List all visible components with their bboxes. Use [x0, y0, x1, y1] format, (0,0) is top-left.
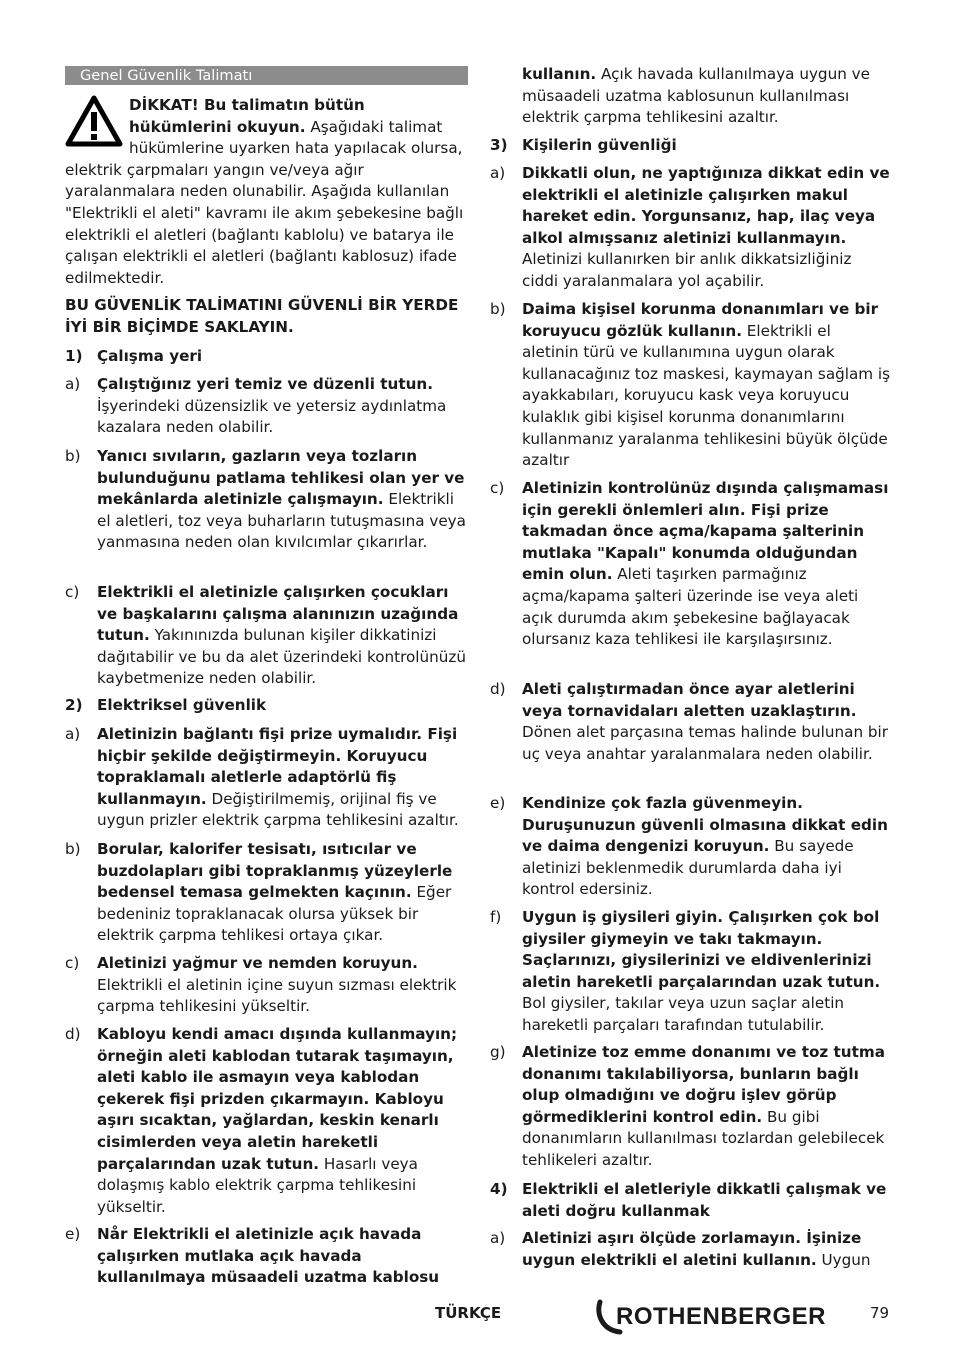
item-letter: b)	[65, 840, 81, 858]
heading-4	[490, 1179, 892, 1223]
item-text: Hasarlı veya dolaşmış kablo elektrik çarpma tehlikesini yükseltir.	[97, 1154, 418, 1216]
item-text: Aleti taşırken parmağınız açma/kapama şalteri üzerinde ise veya aleti açık durumda akım şebekesine bağlayacak olursanız kaza tehlikesi ile karşılaşırsınız.	[522, 565, 859, 649]
heading-3	[490, 135, 892, 157]
continued-text	[522, 64, 892, 129]
item-text: İşyerindeki düzensizlik ve yetersiz aydınlatma kazalara neden olabilir.	[97, 396, 447, 437]
heading-title: Elektriksel güvenlik	[97, 696, 267, 714]
item-bold: Kabloyu kendi amacı dışında kullanmayın; örneğin aleti kablodan tutarak taşımayın, aleti kablo ile asmayın veya kablodan çekerek fişi prizden çıkarmayın. Kabloyu aşırı sıcaktan, yağlardan, keskin kenarlı cisimlerden veya aletin hareketli parçalarından uzak tutun.	[97, 1025, 458, 1173]
item-text: Eğer bedeniniz topraklanacak olursa yüksek bir elektrik çarpma tehlikesi ortaya çıkar.	[97, 883, 452, 945]
item-text: Bu sayede aletinizi beklenmedik durumlarda daha iyi kontrol edersiniz.	[522, 837, 854, 899]
item-text: Uygun	[816, 1250, 871, 1269]
item-letter: a)	[490, 1229, 506, 1247]
item-bold: Når Elektrikli el aletinizle açık havada çalışırken mutlaka açık havada kullanılmaya müsaadeli uzatma kablosu	[97, 1225, 440, 1287]
item-letter: b)	[490, 300, 506, 318]
item-text: Elektrikli el aletleri, toz veya buharların tutuşmasına veya yanmasına neden olan kıvılcımlar çıkarırlar.	[97, 490, 466, 552]
item-letter: c)	[490, 479, 505, 497]
warning-text	[65, 95, 469, 289]
item-bold: Aletinizin bağlantı fişi prize uymalıdır. Fişi hiçbir şekilde değiştirmeyin. Koruyucu topraklamalı aletlerle adaptörlü fiş kullanmayın.	[97, 725, 458, 808]
footer-language: TÜRKÇE	[435, 1304, 502, 1322]
item-letter: c)	[65, 583, 80, 601]
page-number: 79	[870, 1304, 890, 1322]
heading-number: 1)	[65, 347, 83, 365]
item-bold-continued: kullanın.	[522, 65, 597, 83]
warning-body: Aşağıdaki talimat hükümlerine uyarken hata yapılacak olursa, elektrik çarpmaları yangın ve/veya ağır yaralanmalara neden olunabilir. Aşağıda kullanılan "Elektrikli el aleti" kavramı ile akım şebekesine bağlı elektrikli el aletleri (bağlantı kablolu) ve batarya ile çalışan elektrikli el aletleri (bağlantı kablosuz) ifade edilmektedir.	[65, 117, 464, 287]
item-text: Elektrikli el aletinin türü ve kullanımına uygun olarak kullanacağınız toz maskesi, kaymayan sağlam iş ayakkabıları, koruyucu kask veya koruyucu kulaklık gibi kişisel korunma donanımlarını kullanmanız yaralanma tehlikesini büyük ölçüde azaltır	[522, 321, 891, 470]
item-letter: a)	[65, 375, 81, 393]
section-header: Genel Güvenlik Talimatı	[65, 66, 468, 85]
heading-number: 3)	[490, 136, 508, 154]
item-bold: Çalıştığınız yeri temiz ve düzenli tutun.	[97, 375, 433, 393]
heading-title: Çalışma yeri	[97, 347, 203, 365]
heading-number: 2)	[65, 696, 83, 714]
item-bold: Aletinizin kontrolünüz dışında çalışmaması için gerekli önlemleri alın. Fişi prize takmadan önce açma/kapama şalterinin mutlaka "Kapalı" konumda olduğundan emin olun.	[522, 479, 889, 584]
item-text: Yakınınızda bulunan kişiler dikkatinizi dağıtabilir ve bu da alet üzerindeki kontrolünüzü kaybetmenize neden olabilir.	[97, 626, 467, 688]
item-text: Bol giysiler, takılar veya uzun saçlar aletin hareketli parçaları tarafından tutulabilir.	[522, 994, 845, 1034]
item-letter: d)	[490, 680, 506, 698]
item-text: Dönen alet parçasına temas halinde bulunan bir uç veya anahtar yaralanmalara neden olabilir.	[522, 723, 889, 763]
heading-2	[65, 695, 469, 717]
item-letter: e)	[490, 794, 506, 812]
item-letter: c)	[65, 954, 80, 972]
storage-note: BU GÜVENLİK TALİMATINI GÜVENLİ BİR YERDE İYİ BİR BİÇİMDE SAKLAYIN.	[65, 296, 459, 336]
heading-1	[65, 346, 469, 368]
heading-number: 4)	[490, 1180, 508, 1198]
item-bold: Aleti çalıştırmadan önce ayar aletlerini veya tornavidaları aletten uzaklaştırın.	[522, 680, 857, 720]
item-letter: b)	[65, 447, 81, 465]
item-bold: Kendinize çok fazla güvenmeyin. Duruşunuzun güvenli olmasına dikkat edin ve daima dengenizi koruyun.	[522, 794, 888, 856]
heading-title: Kişilerin güvenliği	[522, 136, 677, 154]
item-bold: Borular, kalorifer tesisatı, ısıtıcılar ve buzdolapları gibi topraklanmış yüzeylerle bedensel temasa gelmekten kaçının.	[97, 840, 453, 902]
item-letter: d)	[65, 1025, 81, 1043]
item-bold: Yanıcı sıvıların, gazların veya tozların bulunduğunu patlama tehlikesi olan yer ve mekânlarda aletinizle çalışmayın.	[97, 447, 465, 509]
warning-triangle-icon	[65, 95, 123, 147]
item-letter: g)	[490, 1043, 506, 1061]
item-letter: a)	[490, 164, 506, 182]
logo-text: ROTHENBERGER	[616, 1303, 827, 1330]
item-text: Elektrikli el aletinin içine suyun sızması elektrik çarpma tehlikesini yükseltir.	[97, 975, 457, 1016]
item-bold: Aletinizi aşırı ölçüde zorlamayın. İşinize uygun elektrikli el aletini kullanın.	[522, 1229, 862, 1269]
warning-bold: DİKKAT! Bu talimatın bütün hükümlerini okuyun.	[129, 96, 365, 136]
item-text: Bu gibi donanımların kullanılması tozlardan gelebilecek tehlikeleri azaltır.	[522, 1107, 885, 1169]
item-bold: Dikkatli olun, ne yaptığınıza dikkat edin ve elektrikli el aletinizle çalışırken makul hareket edin. Yorgunsanız, hap, ilaç veya alkol almışsanız aletinizi kullanmayın.	[522, 164, 890, 247]
item-letter: f)	[490, 908, 502, 926]
item-letter: a)	[65, 725, 81, 743]
item-bold: Aletinizi yağmur ve nemden koruyun.	[97, 954, 418, 972]
item-text: Aletinizi kullanırken bir anlık dikkatsizliğiniz ciddi yaralanmalara yol açabilir.	[522, 250, 852, 290]
rothenberger-logo	[596, 1296, 836, 1336]
warning-block	[65, 95, 469, 289]
item-letter: e)	[65, 1225, 81, 1243]
item-bold: Daima kişisel korunma donanımları ve bir koruyucu gözlük kullanın.	[522, 300, 879, 340]
item-text: Değiştirilmemiş, orijinal fiş ve uygun prizler elektrik çarpma tehlikesini azaltır.	[97, 789, 459, 830]
item-bold: Elektrikli el aletinizle çalışırken çocukları ve başkalarını çalışma alanınızın uzağında tutun.	[97, 583, 459, 645]
heading-title-line2: aleti doğru kullanmak	[522, 1201, 710, 1220]
item-bold: Aletinize toz emme donanımı ve toz tutma donanımı takılabiliyorsa, bunların bağlı olup olmadığını ve doğru işlev görüp görmediklerini kontrol edin.	[522, 1043, 885, 1126]
heading-title-line1: Elektrikli el aletleriyle dikkatli çalışmak ve	[522, 1180, 887, 1198]
item-bold: Uygun iş giysileri giyin. Çalışırken çok bol giysiler giymeyin ve takı takmayın. Saçlarınızı, giysilerinizi ve eldivenlerinizi aletin hareketli parçalarından uzak tutun.	[522, 908, 881, 991]
item-text-continued: Açık havada kullanılmaya uygun ve müsaadeli uzatma kablosunun kullanılması elektrik çarpma tehlikesini azaltır.	[522, 65, 870, 127]
